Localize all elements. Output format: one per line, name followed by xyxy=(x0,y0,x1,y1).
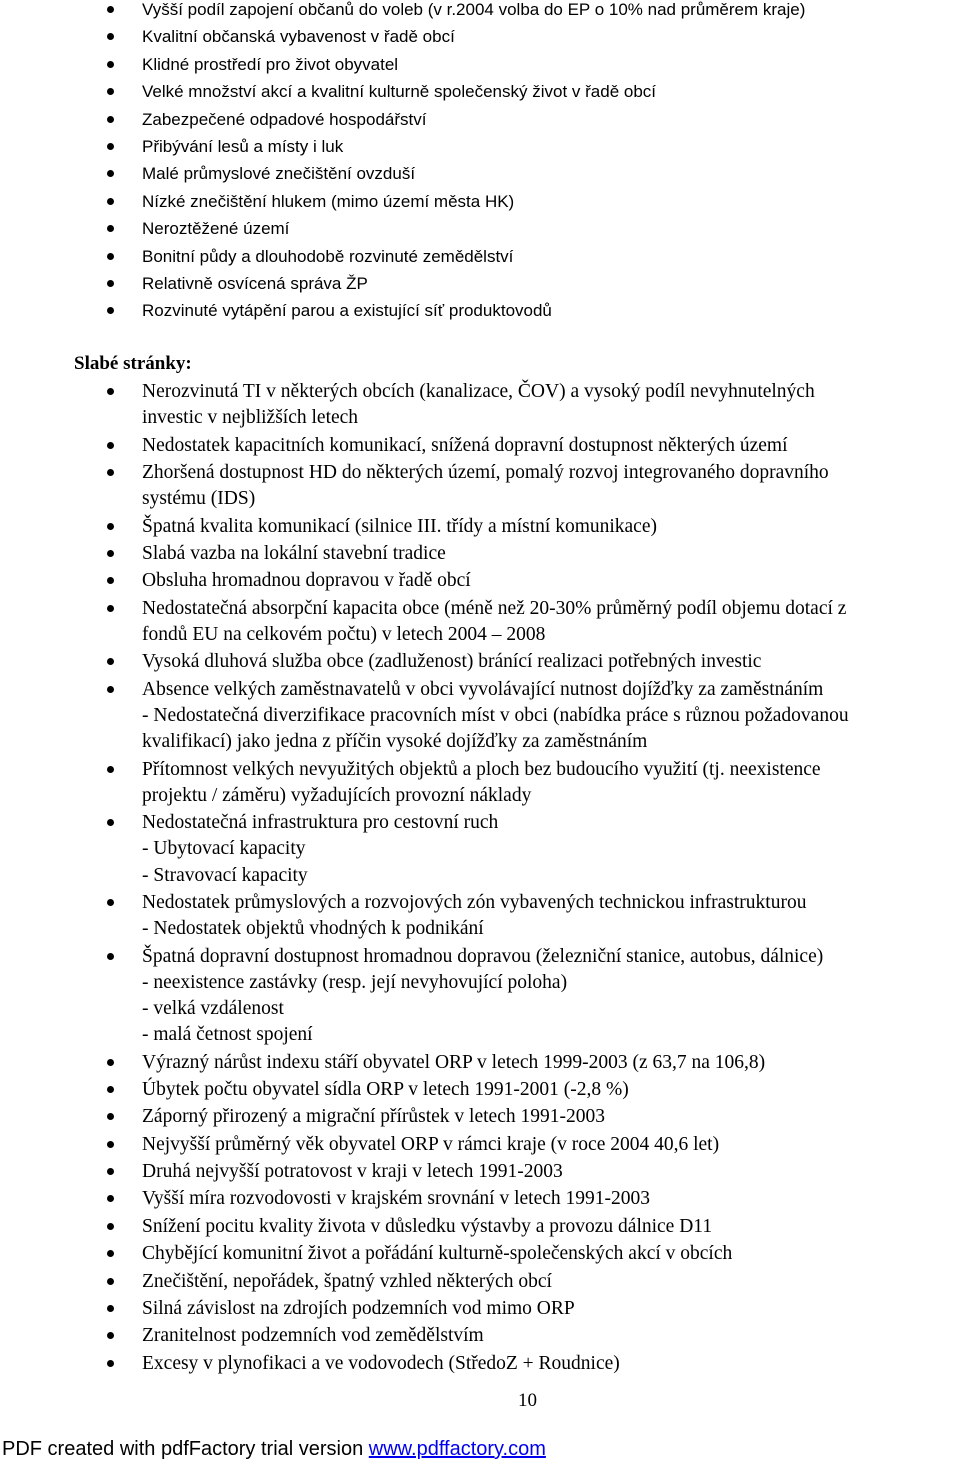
list-item xyxy=(0,0,960,23)
bullet-icon xyxy=(107,1360,114,1367)
list-item-line: Obsluha hromadnou dopravou v řadě obcí xyxy=(142,570,471,592)
list-item-text: Přibývání lesů a místy i luk xyxy=(142,137,344,157)
list-item-line: Nedostatek kapacitních komunikací, snížená dopravní dostupnost některých území xyxy=(142,434,788,456)
list-item xyxy=(0,433,960,459)
bullet-icon xyxy=(107,61,114,68)
bullet-icon xyxy=(107,1195,114,1202)
strengths-list xyxy=(0,0,960,325)
list-item-line: Slabá vazba na lokální stavební tradice xyxy=(142,542,446,564)
list-item-text: Kvalitní občanská vybavenost v řadě obcí xyxy=(142,27,455,47)
list-item-line: Absence velkých zaměstnavatelů v obci vyvolávající nutnost dojížďky za zaměstnáním xyxy=(142,678,824,700)
list-item-line: Zranitelnost podzemních vod zemědělstvím xyxy=(142,1325,484,1347)
list-item xyxy=(0,297,960,324)
list-item xyxy=(0,460,960,512)
list-item xyxy=(0,677,960,756)
list-item-line: - malá četnost spojení xyxy=(142,1024,313,1046)
list-item-line: Vyšší míra rozvodovosti v krajském srovnání v letech 1991-2003 xyxy=(142,1188,650,1210)
list-item-line: Přítomnost velkých nevyužitých objektů a ploch bez budoucího využití (tj. neexistence xyxy=(142,758,821,780)
list-item xyxy=(0,1186,960,1212)
list-item-line: Špatná dopravní dostupnost hromadnou dopravou (železniční stanice, autobus, dálnice) xyxy=(142,945,824,967)
bullet-icon xyxy=(107,766,114,773)
bullet-icon xyxy=(107,605,114,612)
list-item xyxy=(0,890,960,942)
bullet-icon xyxy=(107,88,114,95)
list-item xyxy=(0,568,960,594)
bullet-icon xyxy=(107,899,114,906)
list-item-line: systému (IDS) xyxy=(142,488,256,510)
list-item-line: Znečištění, nepořádek, špatný vzhled některých obcí xyxy=(142,1270,552,1292)
bullet-icon xyxy=(107,6,114,13)
bullet-icon xyxy=(107,198,114,205)
list-item xyxy=(0,1351,960,1377)
list-item xyxy=(0,1296,960,1322)
bullet-icon xyxy=(107,307,114,314)
list-item-line: fondů EU na celkovém počtu) v letech 2004 – 2008 xyxy=(142,623,546,645)
bullet-icon xyxy=(107,253,114,260)
list-item-text: Neroztěžené území xyxy=(142,219,290,239)
list-item xyxy=(0,649,960,675)
list-item xyxy=(0,1050,960,1076)
list-item-text: Klidné prostředí pro život obyvatel xyxy=(142,54,399,74)
weaknesses-list xyxy=(0,379,960,1378)
footer-link[interactable]: www.pdffactory.com xyxy=(368,1438,546,1460)
bullet-icon xyxy=(107,225,114,232)
list-item xyxy=(0,541,960,567)
bullet-icon xyxy=(107,1168,114,1175)
list-item xyxy=(0,215,960,242)
list-item-line: - neexistence zastávky (resp. její nevyhovující poloha) xyxy=(142,971,568,993)
pdf-footer xyxy=(2,1438,546,1461)
bullet-icon xyxy=(107,658,114,665)
bullet-icon xyxy=(107,953,114,960)
list-item xyxy=(0,379,960,431)
bullet-icon xyxy=(107,469,114,476)
weaknesses-heading: Slabé stránky: xyxy=(74,353,192,374)
list-item-line: - Nedostatečná diverzifikace pracovních míst v obci (nabídka práce s různou požadovanou xyxy=(142,704,849,726)
bullet-icon xyxy=(107,1223,114,1230)
footer-text: PDF created with pdfFactory trial version xyxy=(2,1438,369,1460)
list-item-line: Nedostatečná infrastruktura pro cestovní ruch xyxy=(142,812,499,834)
bullet-icon xyxy=(107,1059,114,1066)
list-item-line: Silná závislost na zdrojích podzemních vod mimo ORP xyxy=(142,1298,575,1320)
list-item-text: Nízké znečištění hlukem (mimo území města HK) xyxy=(142,191,515,211)
bullet-icon xyxy=(107,1141,114,1148)
list-item-line: Druhá nejvyšší potratovost v kraji v letech 1991-2003 xyxy=(142,1161,563,1183)
list-item-line: - Ubytovací kapacity xyxy=(142,838,306,860)
list-item-text: Zabezpečené odpadové hospodářství xyxy=(142,109,427,129)
list-item xyxy=(0,1269,960,1295)
bullet-icon xyxy=(107,523,114,530)
list-item xyxy=(0,810,960,889)
list-item-line: Nerozvinutá TI v některých obcích (kanalizace, ČOV) a vysoký podíl nevyhnutelných xyxy=(142,381,815,402)
list-item xyxy=(0,133,960,160)
bullet-icon xyxy=(107,33,114,40)
list-item xyxy=(0,23,960,50)
list-item-line: Úbytek počtu obyvatel sídla ORP v letech 1991-2001 (-2,8 %) xyxy=(142,1078,629,1100)
bullet-icon xyxy=(107,1305,114,1312)
bullet-icon xyxy=(107,550,114,557)
list-item-line: Výrazný nárůst indexu stáří obyvatel ORP v letech 1999-2003 (z 63,7 na 106,8) xyxy=(142,1051,766,1073)
list-item-line: Vysoká dluhová služba obce (zadluženost) bránící realizaci potřebných investic xyxy=(142,651,762,673)
bullet-icon xyxy=(107,1250,114,1257)
list-item-line: Snížení pocitu kvality života v důsledku výstavby a provozu dálnice D11 xyxy=(142,1215,713,1237)
list-item xyxy=(0,78,960,105)
bullet-icon xyxy=(107,170,114,177)
list-item-line: Chybějící komunitní život a pořádání kulturně-společenských akcí v obcích xyxy=(142,1243,733,1265)
list-item xyxy=(0,188,960,215)
bullet-icon xyxy=(107,1113,114,1120)
list-item-line: - velká vzdálenost xyxy=(142,997,284,1019)
list-item-line: Nedostatek průmyslových a rozvojových zón vybavených technickou infrastrukturou xyxy=(142,891,807,913)
list-item-line: kvalifikací) jako jedna z příčin vysoké dojížďky za zaměstnáním xyxy=(142,731,648,753)
list-item xyxy=(0,1132,960,1158)
bullet-icon xyxy=(107,577,114,584)
list-item-text: Vyšší podíl zapojení občanů do voleb (v r.2004 volba do EP o 10% nad průměrem kraje) xyxy=(142,0,806,19)
bullet-icon xyxy=(107,1278,114,1285)
bullet-icon xyxy=(107,442,114,449)
list-item xyxy=(0,106,960,133)
list-item-line: Nejvyšší průměrný věk obyvatel ORP v rámci kraje (v roce 2004 40,6 let) xyxy=(142,1133,720,1155)
list-item-line: Excesy v plynofikaci a ve vodovodech (StředoZ + Roudnice) xyxy=(142,1352,620,1374)
list-item xyxy=(0,1323,960,1349)
list-item-text: Bonitní půdy a dlouhodobě rozvinuté zemědělství xyxy=(142,246,514,266)
bullet-icon xyxy=(107,686,114,693)
bullet-icon xyxy=(107,116,114,123)
list-item-line: - Nedostatek objektů vhodných k podnikání xyxy=(142,918,484,940)
list-item xyxy=(0,51,960,78)
list-item xyxy=(0,1077,960,1103)
bullet-icon xyxy=(107,280,114,287)
bullet-icon xyxy=(107,1332,114,1339)
list-item xyxy=(0,1214,960,1240)
list-item xyxy=(0,270,960,297)
list-item xyxy=(0,160,960,187)
list-item-text: Relativně osvícená správa ŽP xyxy=(142,274,368,294)
bullet-icon xyxy=(107,819,114,826)
list-item xyxy=(0,243,960,270)
list-item-line: investic v nejbližších letech xyxy=(142,407,359,429)
list-item-line: Nedostatečná absorpční kapacita obce (méně než 20-30% průměrný podíl objemu dotací z xyxy=(142,597,847,619)
list-item-text: Malé průmyslové znečištění ovzduší xyxy=(142,164,416,184)
list-item xyxy=(0,1104,960,1130)
list-item-line: projektu / záměru) vyžadujících provozní náklady xyxy=(142,784,532,806)
list-item-text: Velké množství akcí a kvalitní kulturně společenský život v řadě obcí xyxy=(142,82,657,102)
list-item-line: Záporný přirozený a migrační přírůstek v letech 1991-2003 xyxy=(142,1106,605,1128)
list-item xyxy=(0,596,960,648)
bullet-icon xyxy=(107,1086,114,1093)
page-number: 10 xyxy=(518,1390,537,1411)
bullet-icon xyxy=(107,143,114,150)
list-item xyxy=(0,514,960,540)
list-item xyxy=(0,757,960,809)
list-item xyxy=(0,1159,960,1185)
bullet-icon xyxy=(107,388,114,395)
list-item-line: - Stravovací kapacity xyxy=(142,864,308,886)
list-item-line: Zhoršená dostupnost HD do některých území, pomalý rozvoj integrovaného dopravního xyxy=(142,461,829,483)
list-item xyxy=(0,944,960,1049)
list-item-line: Špatná kvalita komunikací (silnice III. třídy a místní komunikace) xyxy=(142,515,657,537)
list-item xyxy=(0,1241,960,1267)
list-item-text: Rozvinuté vytápění parou a existující síť produktovodů xyxy=(142,301,552,321)
